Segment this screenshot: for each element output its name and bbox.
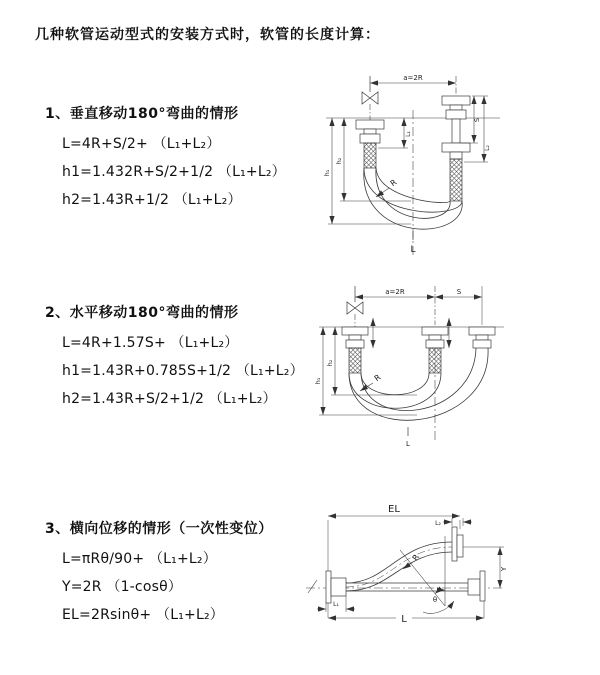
- braided-hose-left: [364, 143, 376, 168]
- diagram-horizontal-180-bend: [308, 278, 568, 463]
- dim-label-a2r: a=2R: [385, 288, 405, 296]
- valve-icon: [362, 92, 378, 104]
- section-vertical-movement: [45, 103, 315, 214]
- radius-label: R: [372, 372, 383, 384]
- length-label: L: [406, 440, 410, 448]
- length-label: L: [401, 614, 407, 625]
- left-fitting: [342, 327, 368, 348]
- formula-list: [62, 130, 315, 214]
- dim-label-l1: L₁: [333, 601, 339, 608]
- section-lateral-displacement: [45, 518, 315, 629]
- length-label: L: [410, 245, 416, 255]
- formula-list: [62, 329, 315, 413]
- dim-label-s: S: [456, 288, 462, 296]
- radius-label: R: [410, 552, 422, 563]
- formula-list: [62, 545, 315, 629]
- radius-arrow: [403, 562, 413, 569]
- middle-fitting: [422, 327, 448, 348]
- left-fitting: [326, 571, 346, 603]
- formula-el: EL=2Rsinθ+ （L₁+L₂）: [62, 607, 224, 623]
- radius-label: R: [388, 177, 399, 189]
- formula-length: L=4R+1.57S+ （L₁+L₂）: [62, 335, 239, 351]
- dim-label-h1: h₁: [314, 377, 322, 385]
- formula-length: L=πRθ/90+ （L₁+L₂）: [62, 551, 217, 567]
- braided-hose-middle: [429, 348, 441, 373]
- left-fitting: [356, 120, 384, 143]
- dim-label-el: EL: [388, 504, 400, 515]
- right-fitting-lower: [442, 143, 470, 159]
- formula-length: L=4R+S/2+ （L₁+L₂）: [62, 136, 221, 152]
- formula-h2: h2=1.43R+1/2 （L₁+L₂）: [62, 192, 242, 208]
- dim-label-h1: h₁: [323, 169, 331, 177]
- top-right-fitting-displaced: [452, 527, 463, 561]
- radius-arrow: [360, 383, 373, 391]
- dim-label-s: S: [473, 117, 481, 123]
- formula-h2: h2=1.43R+S/2+1/2 （L₁+L₂）: [62, 391, 277, 407]
- dim-label-a2r: a=2R: [403, 74, 423, 82]
- dim-label-y: Y: [500, 566, 508, 572]
- dim-label-l1: L₁: [405, 131, 412, 137]
- diagram-lateral-displacement: [296, 498, 600, 656]
- formula-y: Y=2R （1-cosθ）: [62, 579, 183, 595]
- valve-icon: [347, 302, 363, 314]
- dim-label-h2: h₂: [335, 157, 343, 165]
- right-fitting-moved: [469, 327, 495, 348]
- angle-label: θ: [432, 596, 438, 604]
- section-heading: 3、横向位移的情形（一次性变位）: [45, 521, 273, 537]
- braided-hose-left: [349, 348, 361, 373]
- right-fitting-upper: [442, 96, 470, 143]
- hose-arcs: [349, 348, 488, 420]
- section-horizontal-movement: [45, 302, 315, 413]
- dim-label-l2: L₂: [484, 145, 491, 151]
- section-heading: 2、水平移动180°弯曲的情形: [45, 305, 239, 321]
- hose-s-curve: [346, 542, 452, 591]
- dim-label-h2: h₂: [326, 359, 334, 367]
- right-fitting-original: [468, 571, 485, 601]
- formula-h1: h1=1.432R+S/2+1/2 （L₁+L₂）: [62, 164, 286, 180]
- angle-construction: [400, 536, 454, 613]
- radius-arrow: [376, 188, 389, 197]
- formula-h1: h1=1.43R+0.785S+1/2 （L₁+L₂）: [62, 363, 304, 379]
- braided-hose-right: [450, 159, 462, 201]
- page-title: 几种软管运动型式的安装方式时，软管的长度计算：: [35, 27, 380, 43]
- dim-label-l2: L₂: [435, 520, 441, 527]
- break-mark: [308, 580, 317, 593]
- diagram-vertical-180-bend: [308, 68, 568, 263]
- section-heading: 1、垂直移动180°弯曲的情形: [45, 106, 239, 122]
